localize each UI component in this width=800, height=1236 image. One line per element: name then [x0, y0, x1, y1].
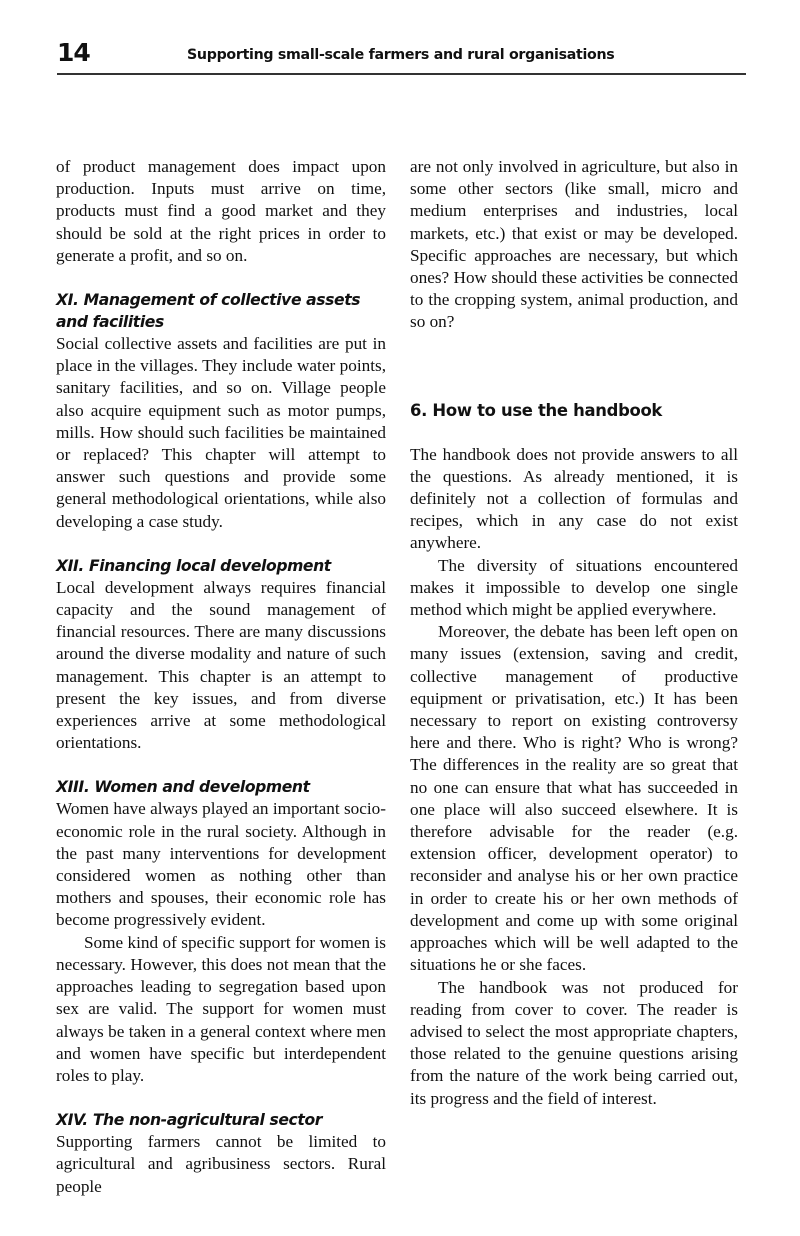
left-column [56, 156, 386, 1198]
page-number: 14 [57, 38, 90, 67]
spacer [56, 267, 386, 289]
section-xiii-paragraph-1: Women have always played an important socio-economic role in the rural society. Although in the past many interventions for development considered women as nothing other than mothers and spouses, their economic role has become progressively evident. [56, 799, 386, 930]
running-title: Supporting small-scale farmers and rural organisations [187, 47, 615, 63]
handbook-paragraph-1: The handbook does not provide answers to all the questions. As already mentioned, it is definitely not a collection of formulas and recipes, which in any case do not exist anywhere. [410, 444, 738, 553]
header-rule [57, 73, 746, 75]
handbook-paragraph-4: The handbook was not produced for reading from cover to cover. The reader is advised to select the most appropriate chapters, those related to the genuine questions arising from the nature of the work being carried out, its progress and the field of interest. [410, 977, 738, 1108]
handbook-paragraph-3: Moreover, the debate has been left open on many issues (extension, saving and credit, collective management of productive equipment or privatisation, etc.) It has been necessary to report on existing controversy here and there. Who is right? Who is wrong? The differences in the reality are so great that no one can ensure that what has succeeded in one place will also succeed elsewhere. It is therefore advisable for the reader (e.g. extension officer, development operator) to reconsider and analyse his or her own practice in order to create his or her own methods of development and come up with some original approaches which will be well adapted to the situations he or she faces. [410, 622, 738, 975]
right-column [410, 156, 738, 1110]
handbook-paragraph-2: The diversity of situations encountered makes it impossible to develop one single method which might be applied everywhere. [410, 555, 738, 620]
intro-paragraph: of product management does impact upon production. Inputs must arrive on time, products must find a good market and they should be sold at the right prices in order to generate a profit, and so on. [56, 157, 386, 265]
section-xiv-paragraph: Supporting farmers cannot be limited to agricultural and agribusiness sectors. Rural people [56, 1132, 386, 1196]
section-xi-paragraph: Social collective assets and facilities are put in place in the villages. They include water points, sanitary facilities, and so on. Village people also acquire equipment such as motor pumps, mills. How should such facilities be maintained or replaced? This chapter will attempt to answer such questions and provide some general methodological orientations, while also developing a case study. [56, 334, 386, 531]
section-heading-xiii: XIII. Women and development [56, 778, 310, 797]
spacer [56, 1087, 386, 1109]
section-heading-xii: XII. Financing local development [56, 556, 331, 575]
spacer [410, 334, 738, 400]
spacer [56, 754, 386, 776]
spacer [410, 422, 738, 444]
spacer [56, 533, 386, 555]
section-xiii-paragraph-2: Some kind of specific support for women is necessary. However, this does not mean that the approaches leading to segregation based upon sex are valid. The support for women must always be taken in a general context where men and women have specific but interdependent roles to play. [56, 932, 386, 1085]
section-heading-handbook: 6. How to use the handbook [410, 400, 663, 420]
continuation-paragraph: are not only involved in agriculture, but also in some other sectors (like small, micro and medium enterprises and industries, local markets, etc.) that exist or may be developed. Specific approaches are necessary, but which ones? How should these activities be connected to the cropping system, animal production, and so on? [410, 157, 738, 332]
section-xii-paragraph: Local development always requires financial capacity and the sound management of financial resources. There are many discussions around the diverse modality and nature of such management. This chapter is an attempt to present the key issues, and from diverse experiences arrive at some methodological orientations. [56, 577, 386, 753]
section-heading-xi: XI. Management of collective assets and facilities [56, 291, 361, 332]
section-heading-xiv: XIV. The non-agricultural sector [56, 1111, 323, 1130]
page-header [57, 38, 747, 74]
